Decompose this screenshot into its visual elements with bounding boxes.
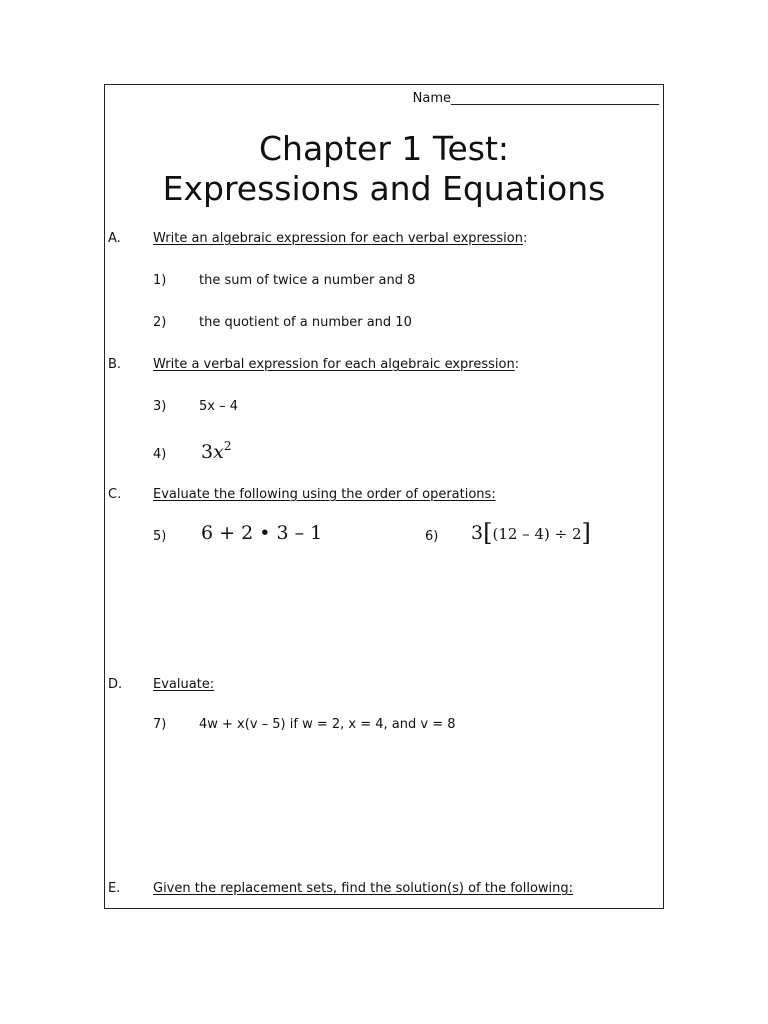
q4-exponent: 2	[223, 439, 232, 453]
q6-coefficient: 3	[471, 522, 484, 544]
q6-close-bracket: ]	[581, 519, 591, 547]
question-5-number: 5)	[153, 529, 167, 544]
name-label: Name	[412, 91, 451, 106]
question-4-expression	[201, 439, 231, 463]
section-d-heading	[153, 677, 214, 692]
name-blank: ________________________________	[451, 91, 659, 106]
section-a-letter: A.	[108, 231, 121, 246]
section-e-letter: E.	[108, 881, 121, 896]
title-line-2: Expressions and Equations	[162, 169, 606, 208]
title-line-1: Chapter 1 Test:	[258, 129, 509, 168]
question-3-number: 3)	[153, 399, 167, 414]
section-b-heading-text: Write a verbal expression for each algebraic expression	[153, 357, 515, 372]
section-c-heading-text: Evaluate the following using the order of operations:	[153, 487, 496, 502]
test-page	[104, 84, 664, 909]
page-title	[105, 129, 663, 209]
section-b-heading	[153, 357, 519, 372]
section-c-letter: C.	[108, 487, 122, 502]
q6-inner: (12 – 4) ÷ 2	[492, 525, 582, 543]
question-1-number: 1)	[153, 273, 167, 288]
section-b-heading-suffix: :	[514, 357, 520, 372]
section-d-heading-text: Evaluate:	[153, 677, 215, 692]
question-5-expression: 6 + 2 • 3 – 1	[201, 522, 323, 544]
section-b-letter: B.	[108, 357, 122, 372]
name-field[interactable]	[413, 91, 659, 106]
section-a-heading	[153, 231, 527, 246]
question-2-number: 2)	[153, 315, 167, 330]
section-d-letter: D.	[108, 677, 123, 692]
question-1-text: the sum of twice a number and 8	[199, 273, 416, 288]
section-e-heading	[153, 881, 573, 896]
question-6-number: 6)	[425, 529, 439, 544]
q4-coefficient: 3	[201, 441, 214, 463]
section-a-heading-suffix: :	[522, 231, 528, 246]
question-6-expression	[471, 519, 591, 547]
section-e-heading-text: Given the replacement sets, find the solution(s) of the following:	[153, 881, 574, 896]
q6-open-bracket: [	[483, 519, 493, 547]
question-4-number: 4)	[153, 447, 167, 462]
question-7-text: 4w + x(v – 5) if w = 2, x = 4, and v = 8	[199, 717, 456, 732]
question-2-text: the quotient of a number and 10	[199, 315, 412, 330]
question-3-text: 5x – 4	[199, 399, 238, 414]
q4-variable: x	[213, 441, 224, 463]
section-c-heading	[153, 487, 496, 502]
question-7-number: 7)	[153, 717, 167, 732]
section-a-heading-text: Write an algebraic expression for each verbal expression	[153, 231, 523, 246]
